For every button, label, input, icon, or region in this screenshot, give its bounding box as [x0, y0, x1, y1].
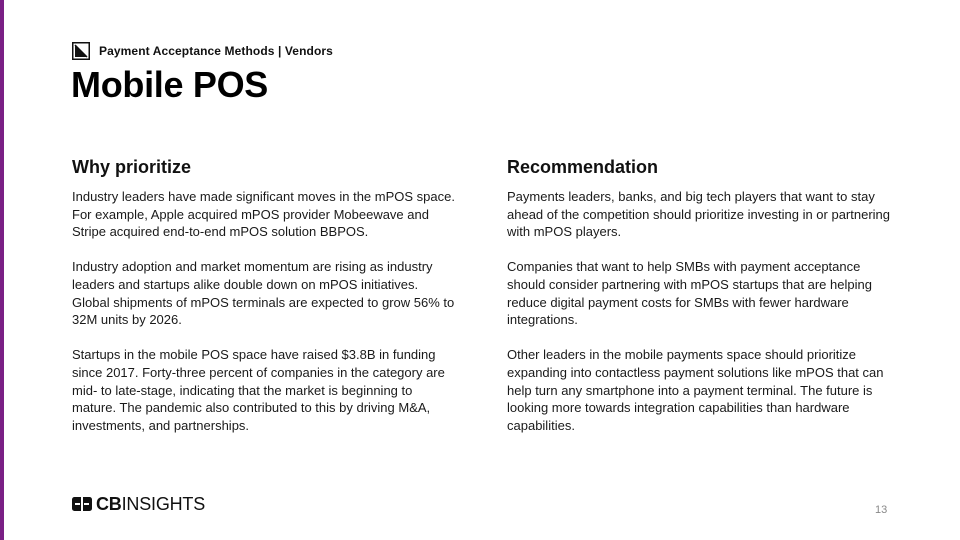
cb-insights-logo-icon — [72, 496, 92, 512]
section-header — [72, 42, 333, 60]
logo-text-regular: INSIGHTS — [121, 494, 206, 514]
logo-wordmark — [96, 495, 205, 513]
section-marker-icon — [72, 42, 90, 60]
page-number: 13 — [875, 504, 888, 516]
recommendation-column — [507, 157, 892, 452]
why-prioritize-column — [72, 157, 457, 452]
logo-text-bold: CB — [96, 494, 122, 514]
why-prioritize-paragraph: Startups in the mobile POS space have raised $3.8B in funding since 2017. Forty-three percent of companies in the category are mid- to late-stage, indicating that the market is beginning to mature. The pandemic also contributed to this by driving M&A, investments, and partnerships. — [72, 347, 445, 433]
recommendation-paragraph: Other leaders in the mobile payments space should prioritize expanding into contactless payment solutions like mPOS that can help turn any smartphone into a payment terminal. The future is looking more towards integration capabilities than hardware capabilities. — [507, 347, 884, 433]
recommendation-paragraph: Payments leaders, banks, and big tech players that want to stay ahead of the competition should prioritize investing in or partnering with mPOS players. — [507, 189, 891, 240]
left-accent-bar — [0, 0, 4, 540]
why-prioritize-paragraph: Industry adoption and market momentum are rising as industry leaders and startups alike double down on mPOS initiatives. Global shipments of mPOS terminals are expected to grow 56% to 32M units by 2026. — [72, 259, 455, 328]
why-prioritize-paragraph: Industry leaders have made significant moves in the mPOS space. For example, Apple acquired mPOS provider Mobeewave and Stripe acquired end-to-end mPOS solution BBPOS. — [72, 189, 455, 240]
section-label: Payment Acceptance Methods | Vendors — [99, 44, 333, 58]
recommendation-body — [507, 188, 892, 434]
recommendation-heading: Recommendation — [507, 157, 659, 177]
cb-insights-logo — [72, 495, 205, 513]
recommendation-paragraph: Companies that want to help SMBs with payment acceptance should consider partnering with mPOS startups that are helping reduce digital payment costs for SMBs with fewer hardware integrations. — [507, 259, 872, 328]
page-title: Mobile POS — [71, 64, 269, 105]
why-prioritize-heading: Why prioritize — [72, 157, 192, 177]
why-prioritize-body — [72, 188, 457, 434]
